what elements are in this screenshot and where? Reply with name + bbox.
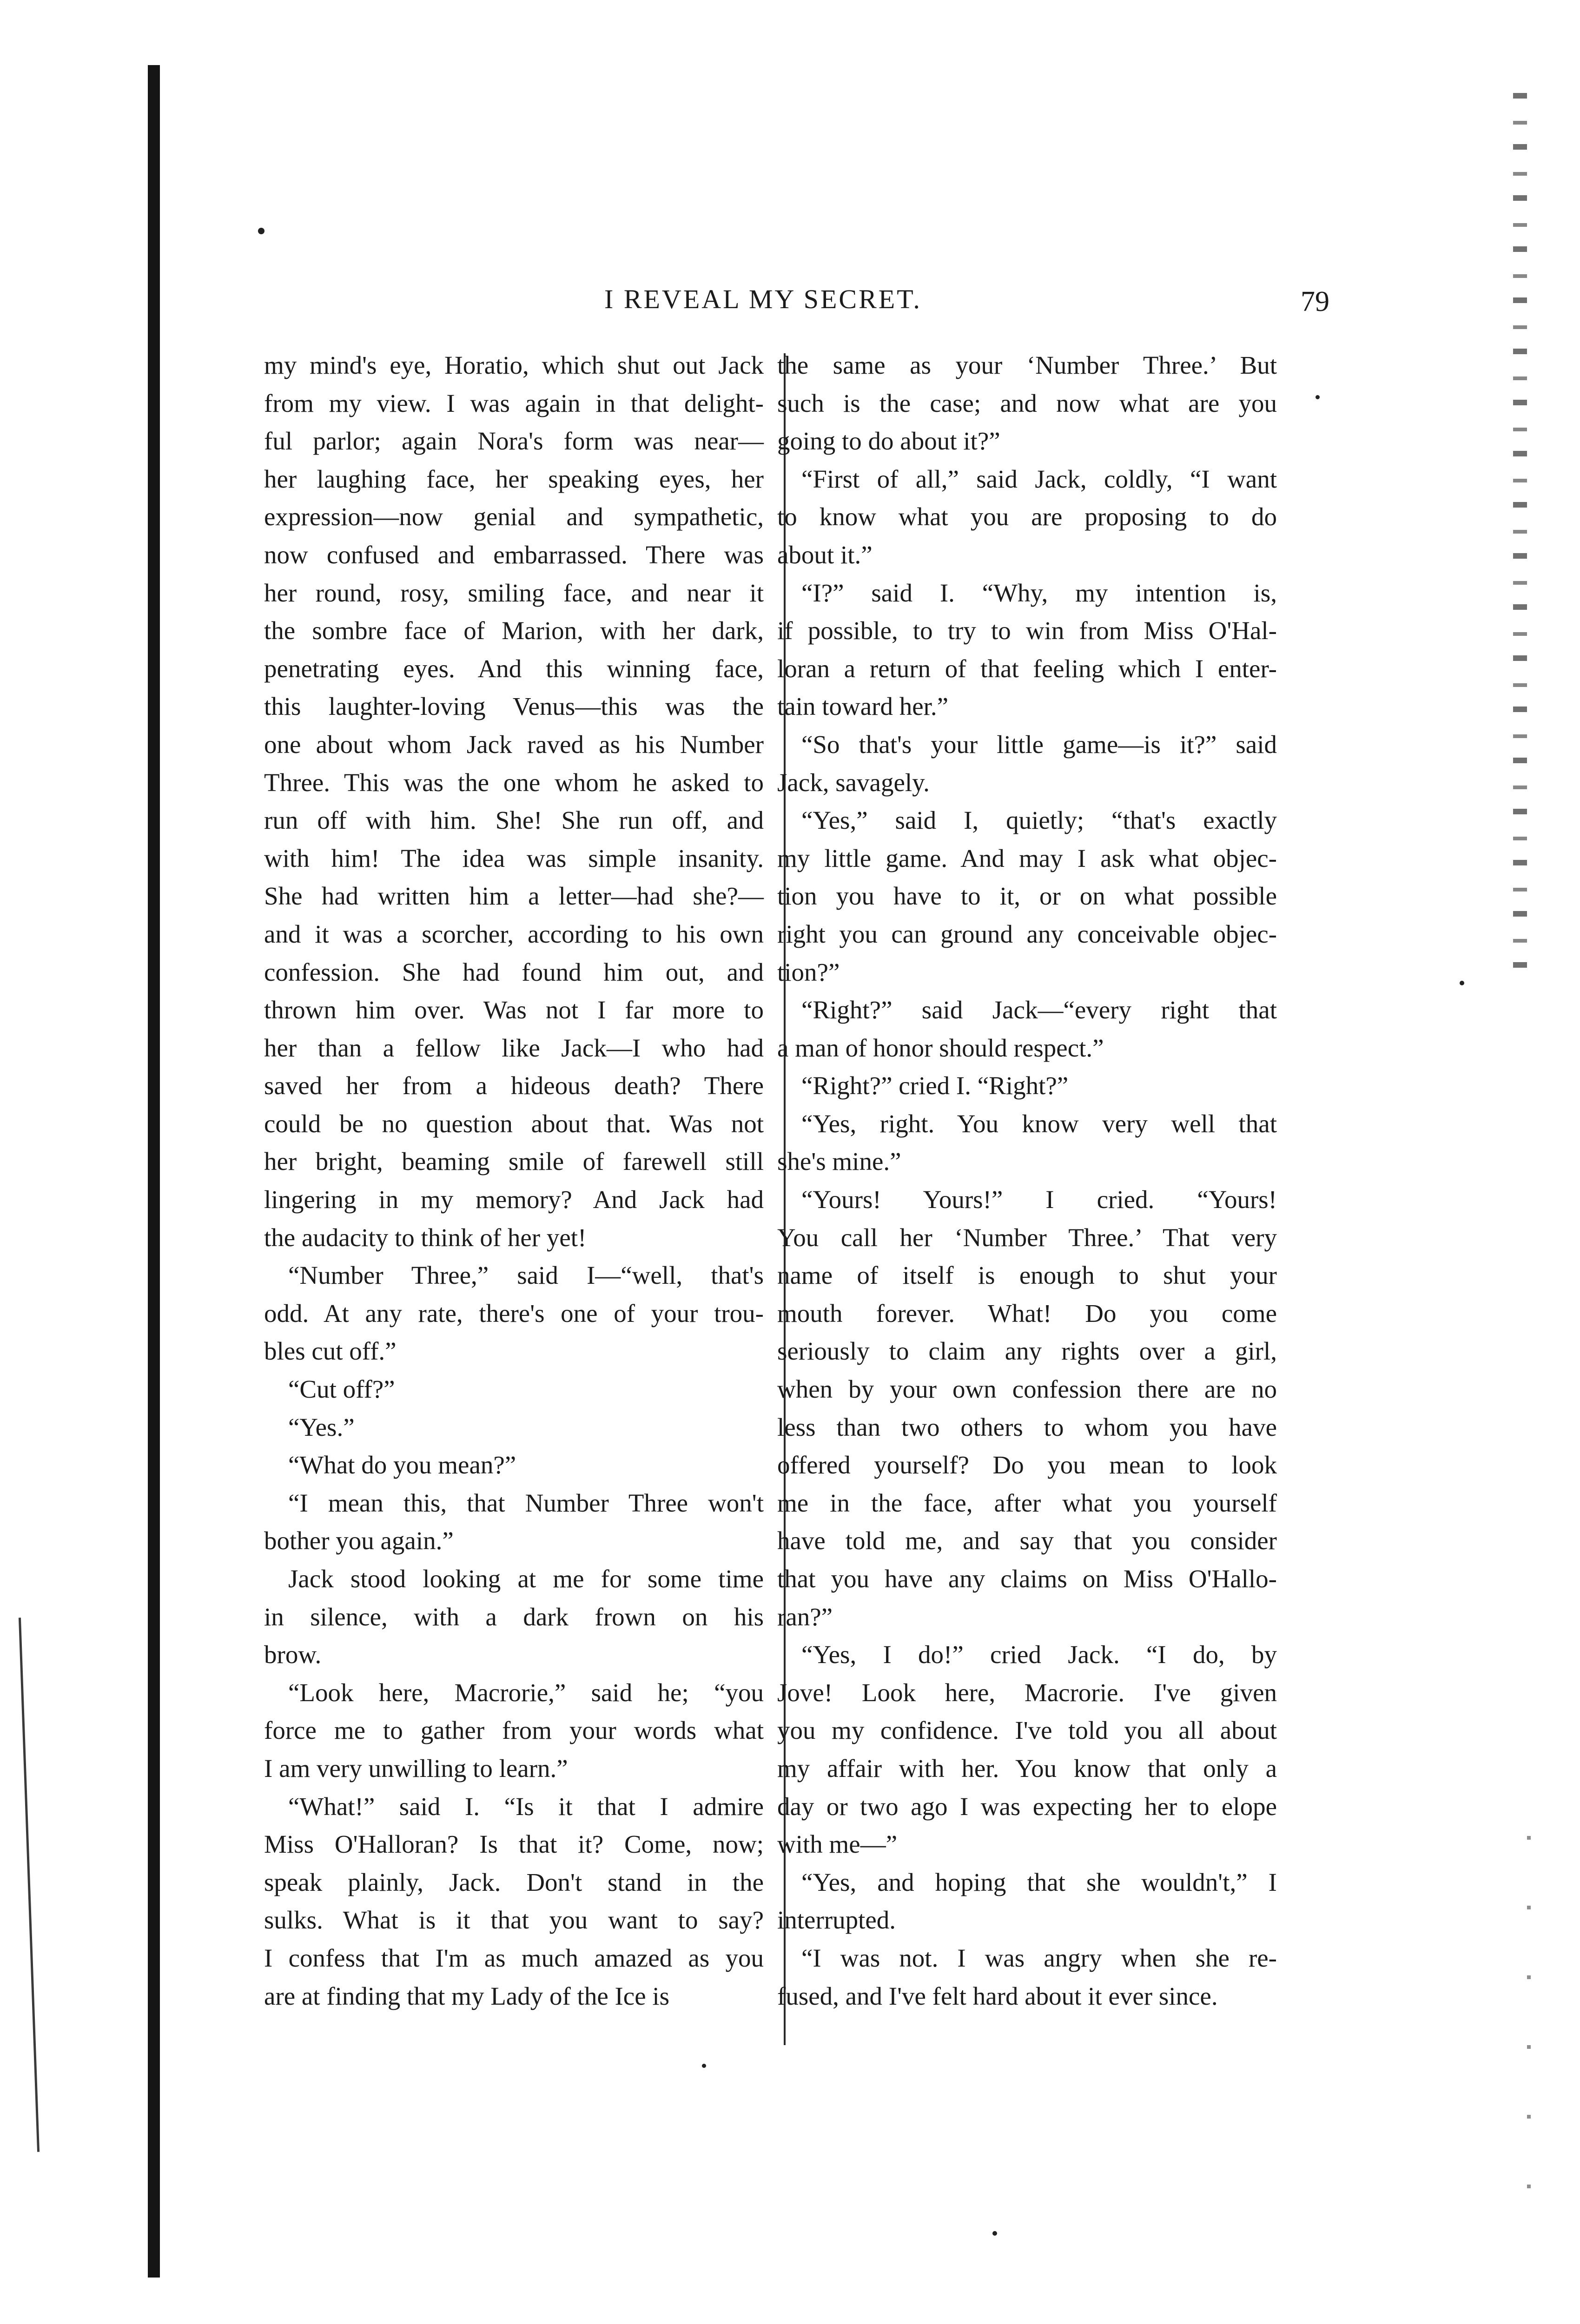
text-line: “Yes,” said I, quietly; “that's exactly [801, 806, 1277, 835]
text-line: tion?” [777, 957, 840, 986]
text-line: that you have any claims on Miss O'Hallo- [777, 1565, 1277, 1593]
text-line: brow. [264, 1640, 322, 1669]
text-line: in silence, with a dark frown on his [264, 1602, 764, 1631]
text-line: the audacity to think of her yet! [264, 1223, 587, 1252]
text-line: Three. This was the one whom he asked to [264, 768, 764, 797]
text-line: could be no question about that. Was not [264, 1109, 764, 1138]
text-line: and it was a scorcher, according to his own [264, 919, 764, 948]
text-line: less than two others to whom you have [777, 1413, 1277, 1441]
text-line: run off with him. She! She run off, and [264, 806, 764, 835]
text-line: my affair with her. You know that only a [777, 1754, 1277, 1783]
text-line: “I?” said I. “Why, my intention is, [801, 578, 1277, 607]
text-line: “Yes.” [288, 1413, 355, 1441]
text-line: have told me, and say that you consider [777, 1526, 1277, 1555]
text-line: speak plainly, Jack. Don't stand in the [264, 1868, 764, 1896]
text-line: “I was not. I was angry when she re- [801, 1943, 1277, 1972]
text-line: going to do about it?” [777, 427, 1000, 456]
text-line: “What!” said I. “Is it that I admire [288, 1792, 764, 1821]
text-line: her bright, beaming smile of farewell still [264, 1147, 764, 1176]
ink-speck [702, 2064, 706, 2068]
text-line: offered yourself? Do you mean to look [777, 1451, 1277, 1479]
page-number: 79 [1301, 286, 1329, 317]
text-line: fused, and I've felt hard about it ever since. [777, 1981, 1218, 2010]
running-head: I REVEAL MY SECRET. [604, 284, 922, 314]
text-line: you my confidence. I've told you all about [777, 1716, 1277, 1745]
text-line: with me—” [777, 1830, 898, 1859]
text-line: penetrating eyes. And this winning face, [264, 654, 764, 683]
text-line: saved her from a hideous death? There [264, 1071, 764, 1100]
ink-speck [1316, 395, 1320, 399]
text-line: name of itself is enough to shut your [777, 1261, 1277, 1290]
text-line: when by your own confession there are no [777, 1375, 1277, 1404]
text-line: from my view. I was again in that delight- [264, 389, 764, 417]
text-line: I am very unwilling to learn.” [264, 1754, 568, 1783]
text-line: Jack, savagely. [777, 768, 930, 797]
text-line: odd. At any rate, there's one of your trou- [264, 1299, 764, 1327]
page-header [279, 284, 1329, 325]
text-line: “Yes, right. You know very well that [801, 1109, 1277, 1138]
ink-speck [1460, 981, 1464, 985]
text-line: a man of honor should respect.” [777, 1033, 1104, 1062]
left-text-column [264, 346, 764, 2015]
text-line: she's mine.” [777, 1147, 901, 1176]
text-line: force me to gather from your words what [264, 1716, 764, 1745]
text-line: to know what you are proposing to do [777, 502, 1277, 531]
right-margin-scan-artifacts-lower [1527, 1836, 1531, 2254]
text-line: “Look here, Macrorie,” said he; “you [288, 1678, 764, 1707]
text-line: her than a fellow like Jack—I who had [264, 1033, 764, 1062]
text-line: “First of all,” said Jack, coldly, “I want [801, 464, 1277, 493]
text-line: “Right?” cried I. “Right?” [801, 1071, 1069, 1100]
text-line: ful parlor; again Nora's form was near— [264, 427, 764, 456]
text-line: You call her ‘Number Three.’ That very [777, 1223, 1277, 1252]
text-line: seriously to claim any rights over a girl, [777, 1337, 1277, 1366]
text-line: tion you have to it, or on what possible [777, 882, 1277, 911]
text-line: “What do you mean?” [288, 1451, 516, 1479]
text-line: “Yours! Yours!” I cried. “Yours! [801, 1185, 1277, 1214]
text-line: thrown him over. Was not I far more to [264, 996, 764, 1024]
text-line: such is the case; and now what are you [777, 389, 1277, 417]
text-line: “Number Three,” said I—“well, that's [288, 1261, 764, 1290]
text-line: ran?” [777, 1602, 833, 1631]
text-line: confession. She had found him out, and [264, 957, 764, 986]
text-line: my mind's eye, Horatio, which shut out Jack [264, 351, 764, 379]
text-line: her round, rosy, smiling face, and near it [264, 578, 764, 607]
text-line: bles cut off.” [264, 1337, 397, 1366]
text-line: my little game. And may I ask what objec- [777, 844, 1277, 872]
text-line: day or two ago I was expecting her to elope [777, 1792, 1277, 1821]
text-line: loran a return of that feeling which I enter- [777, 654, 1277, 683]
text-line: expression—now genial and sympathetic, [264, 502, 764, 531]
text-line: Jove! Look here, Macrorie. I've given [777, 1678, 1277, 1707]
text-line: with him! The idea was simple insanity. [264, 844, 764, 872]
text-line: “Yes, I do!” cried Jack. “I do, by [801, 1640, 1277, 1669]
text-line: mouth forever. What! Do you come [777, 1299, 1277, 1327]
text-line: She had written him a letter—had she?— [264, 882, 764, 911]
text-line: I confess that I'm as much amazed as you [264, 1943, 764, 1972]
text-line: bother you again.” [264, 1526, 454, 1555]
text-line: the same as your ‘Number Three.’ But [777, 351, 1277, 379]
text-line: her laughing face, her speaking eyes, her [264, 464, 764, 493]
right-margin-scan-artifacts [1513, 93, 1527, 976]
text-line: right you can ground any conceivable objec- [777, 919, 1277, 948]
text-line: me in the face, after what you yourself [777, 1488, 1277, 1517]
text-line: “I mean this, that Number Three won't [288, 1488, 764, 1517]
text-line: tain toward her.” [777, 692, 949, 721]
ink-speck [992, 2231, 997, 2236]
margin-stray-line [19, 1618, 40, 2152]
text-line: “So that's your little game—is it?” said [801, 730, 1277, 759]
text-line: this laughter-loving Venus—this was the [264, 692, 764, 721]
text-line: interrupted. [777, 1906, 896, 1934]
text-line: are at finding that my Lady of the Ice is [264, 1981, 670, 2010]
ink-speck [258, 228, 264, 234]
binding-edge-line [148, 65, 160, 2278]
text-line: “Right?” said Jack—“every right that [801, 996, 1277, 1024]
text-line: if possible, to try to win from Miss O'Hal- [777, 616, 1277, 645]
text-line: about it.” [777, 540, 873, 569]
text-line: Jack stood looking at me for some time [288, 1565, 764, 1593]
text-line: Miss O'Halloran? Is that it? Come, now; [264, 1830, 764, 1859]
text-line: sulks. What is it that you want to say? [264, 1906, 764, 1934]
text-line: “Cut off?” [288, 1375, 395, 1404]
text-line: now confused and embarrassed. There was [264, 540, 764, 569]
text-line: the sombre face of Marion, with her dark, [264, 616, 764, 645]
text-line: lingering in my memory? And Jack had [264, 1185, 764, 1214]
text-line: one about whom Jack raved as his Number [264, 730, 764, 759]
text-line: “Yes, and hoping that she wouldn't,” I [801, 1868, 1277, 1896]
right-text-column [777, 346, 1277, 2015]
